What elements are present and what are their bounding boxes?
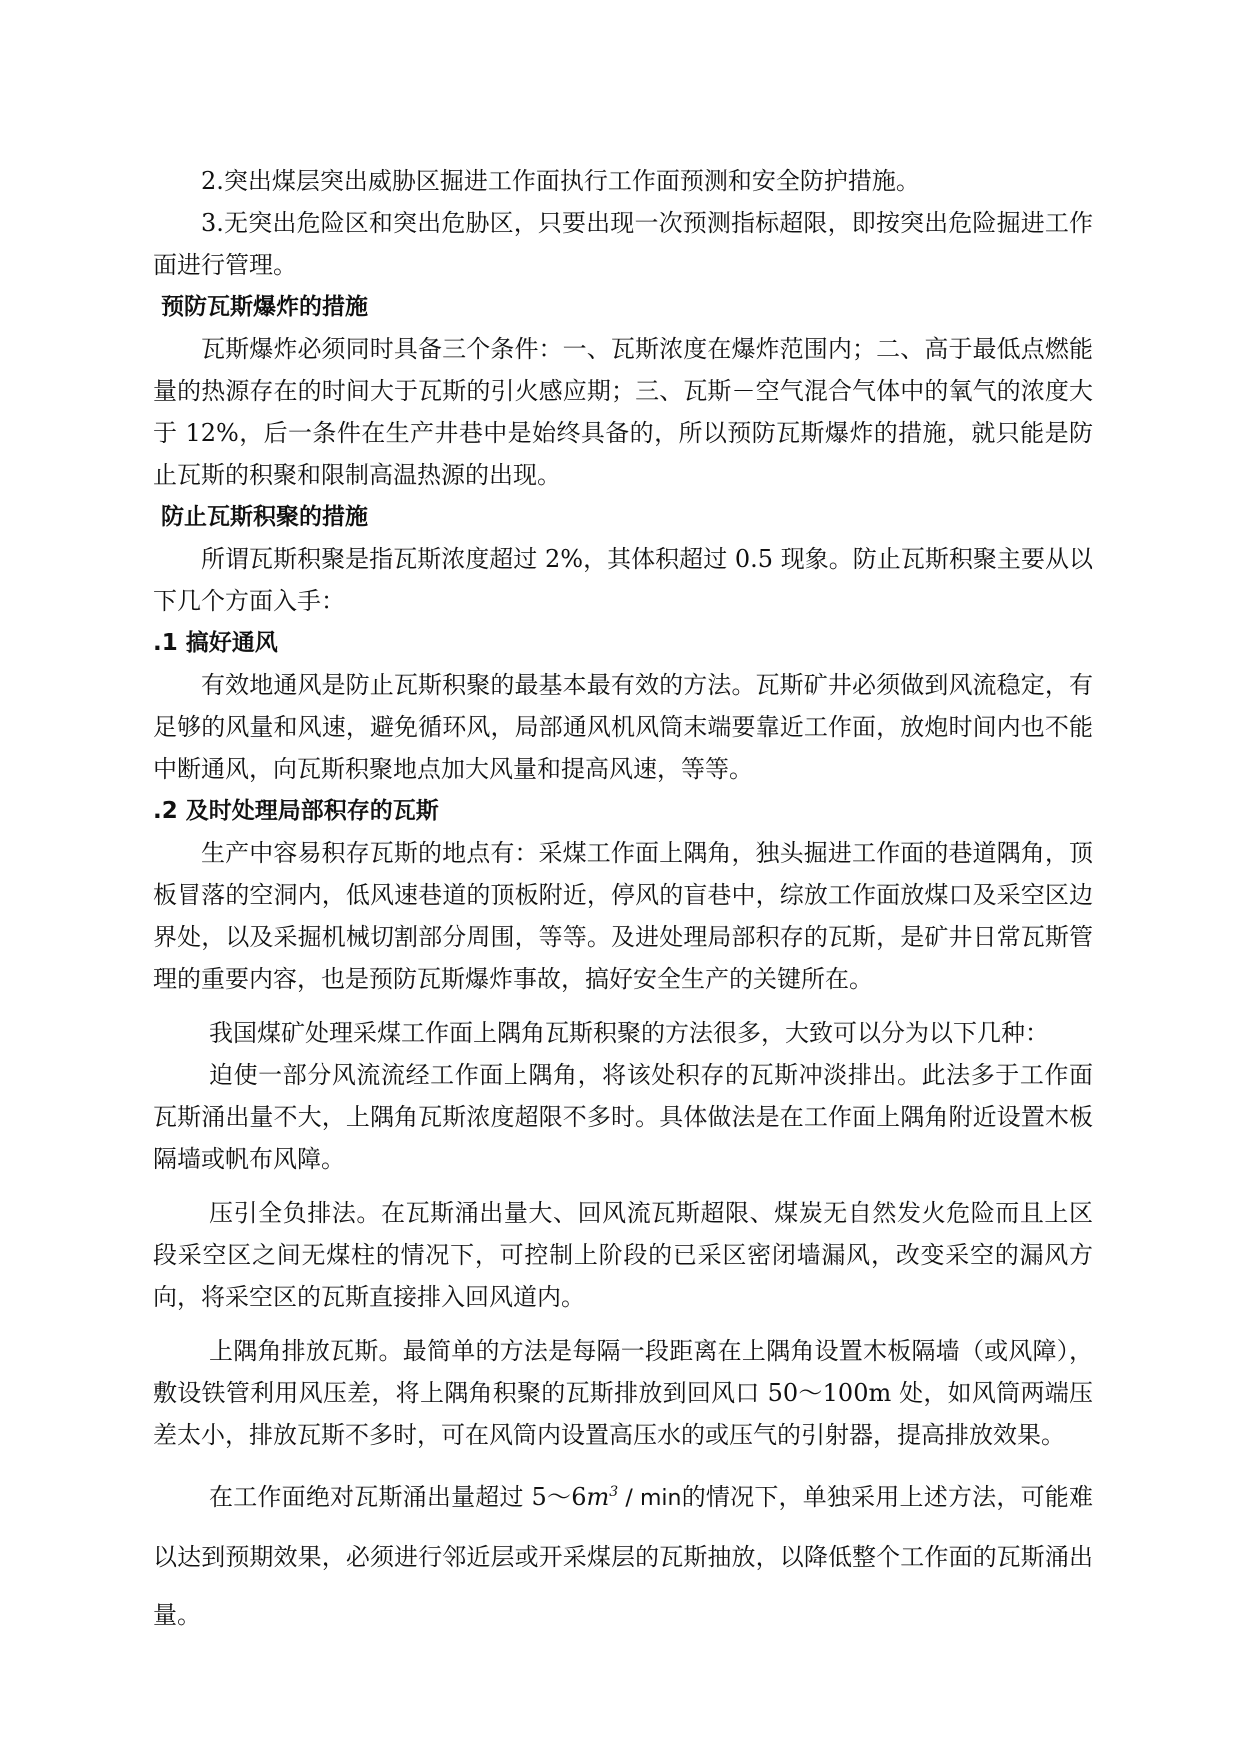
math-cubic-meter [586, 1483, 618, 1511]
paragraph-no-outburst-zone: 3.无突出危险区和突出危胁区，只要出现一次预测指标超限，即按突出危险掘进工作面进行管理。 [153, 209, 1093, 279]
math-variable: m [586, 1483, 610, 1511]
paragraph-method-airflow: 迫使一部分风流流经工作面上隅角，将该处积存的瓦斯冲淡排出。此法多于工作面瓦斯涌出量不大，上隅角瓦斯浓度超限不多时。具体做法是在工作面上隅角附近设置木板隔墙或帆布风障。 [153, 1061, 1093, 1173]
paragraph-method-discharge: 上隅角排放瓦斯。最简单的方法是每隔一段距离在上隅角设置木板隔墙（或风障），敷设铁管利用风压差，将上隅角积聚的瓦斯排放到回风口 50～100m 处，如风筒两端压差太小，排放瓦斯不多时，可在风筒内设置高压水的或压气的引射器，提高排放效果。 [153, 1337, 1093, 1449]
paragraph-accumulation-definition: 所谓瓦斯积聚是指瓦斯浓度超过 2%，其体积超过 0.5 现象。防止瓦斯积聚主要从以下几个方面入手： [153, 545, 1093, 615]
math-exponent: 3 [609, 1484, 619, 1500]
document-page [153, 160, 1093, 1644]
paragraph-gas-drainage [153, 1468, 1093, 1644]
unit-per-minute: / min [618, 1486, 682, 1511]
drainage-text-post: 的情况下，单独采用上述方法，可能难以达到预期效果，必须进行邻近层或开采煤层的瓦斯抽放，以降低整个工作面的瓦斯涌出量。 [153, 1483, 1094, 1629]
drainage-text-pre: 在工作面绝对瓦斯涌出量超过 5～6 [209, 1483, 587, 1511]
paragraph-methods-intro: 我国煤矿处理采煤工作面上隅角瓦斯积聚的方法很多，大致可以分为以下几种： [209, 1019, 1049, 1047]
heading-prevent-explosion: 预防瓦斯爆炸的措施 [161, 294, 368, 320]
paragraph-gas-locations: 生产中容易积存瓦斯的地点有：采煤工作面上隅角，独头掘进工作面的巷道隅角，顶板冒落的空洞内，低风速巷道的顶板附近，停风的盲巷中，综放工作面放煤口及采空区边界处，以及采掘机械切割部分周围，等等。及进处理局部积存的瓦斯，是矿井日常瓦斯管理的重要内容，也是预防瓦斯爆炸事故，搞好安全生产的关键所在。 [153, 839, 1093, 993]
paragraph-outburst-threat: 2.突出煤层突出威胁区掘进工作面执行工作面预测和安全防护措施。 [201, 167, 920, 195]
paragraph-method-negative-pressure: 压引全负排法。在瓦斯涌出量大、回风流瓦斯超限、煤炭无自然发火危险而且上区段采空区之间无煤柱的情况下，可控制上阶段的已采区密闭墙漏风，改变采空的漏风方向，将采空区的瓦斯直接排入回风道内。 [153, 1199, 1093, 1311]
paragraph-ventilation: 有效地通风是防止瓦斯积聚的最基本最有效的方法。瓦斯矿井必须做到风流稳定，有足够的风量和风速，避免循环风，局部通风机风筒末端要靠近工作面，放炮时间内也不能中断通风，向瓦斯积聚地点加大风量和提高风速，等等。 [153, 671, 1093, 783]
heading-prevent-accumulation: 防止瓦斯积聚的措施 [161, 504, 368, 530]
paragraph-explosion-conditions: 瓦斯爆炸必须同时具备三个条件：一、瓦斯浓度在爆炸范围内；二、高于最低点燃能量的热源存在的时间大于瓦斯的引火感应期；三、瓦斯－空气混合气体中的氧气的浓度大于 12%，后一条件在生产井巷中是始终具备的，所以预防瓦斯爆炸的措施，就只能是防止瓦斯的积聚和限制高温热源的出现。 [153, 335, 1093, 489]
heading-local-gas-handling: .2 及时处理局部积存的瓦斯 [153, 798, 439, 824]
heading-ventilation: .1 搞好通风 [153, 630, 278, 656]
